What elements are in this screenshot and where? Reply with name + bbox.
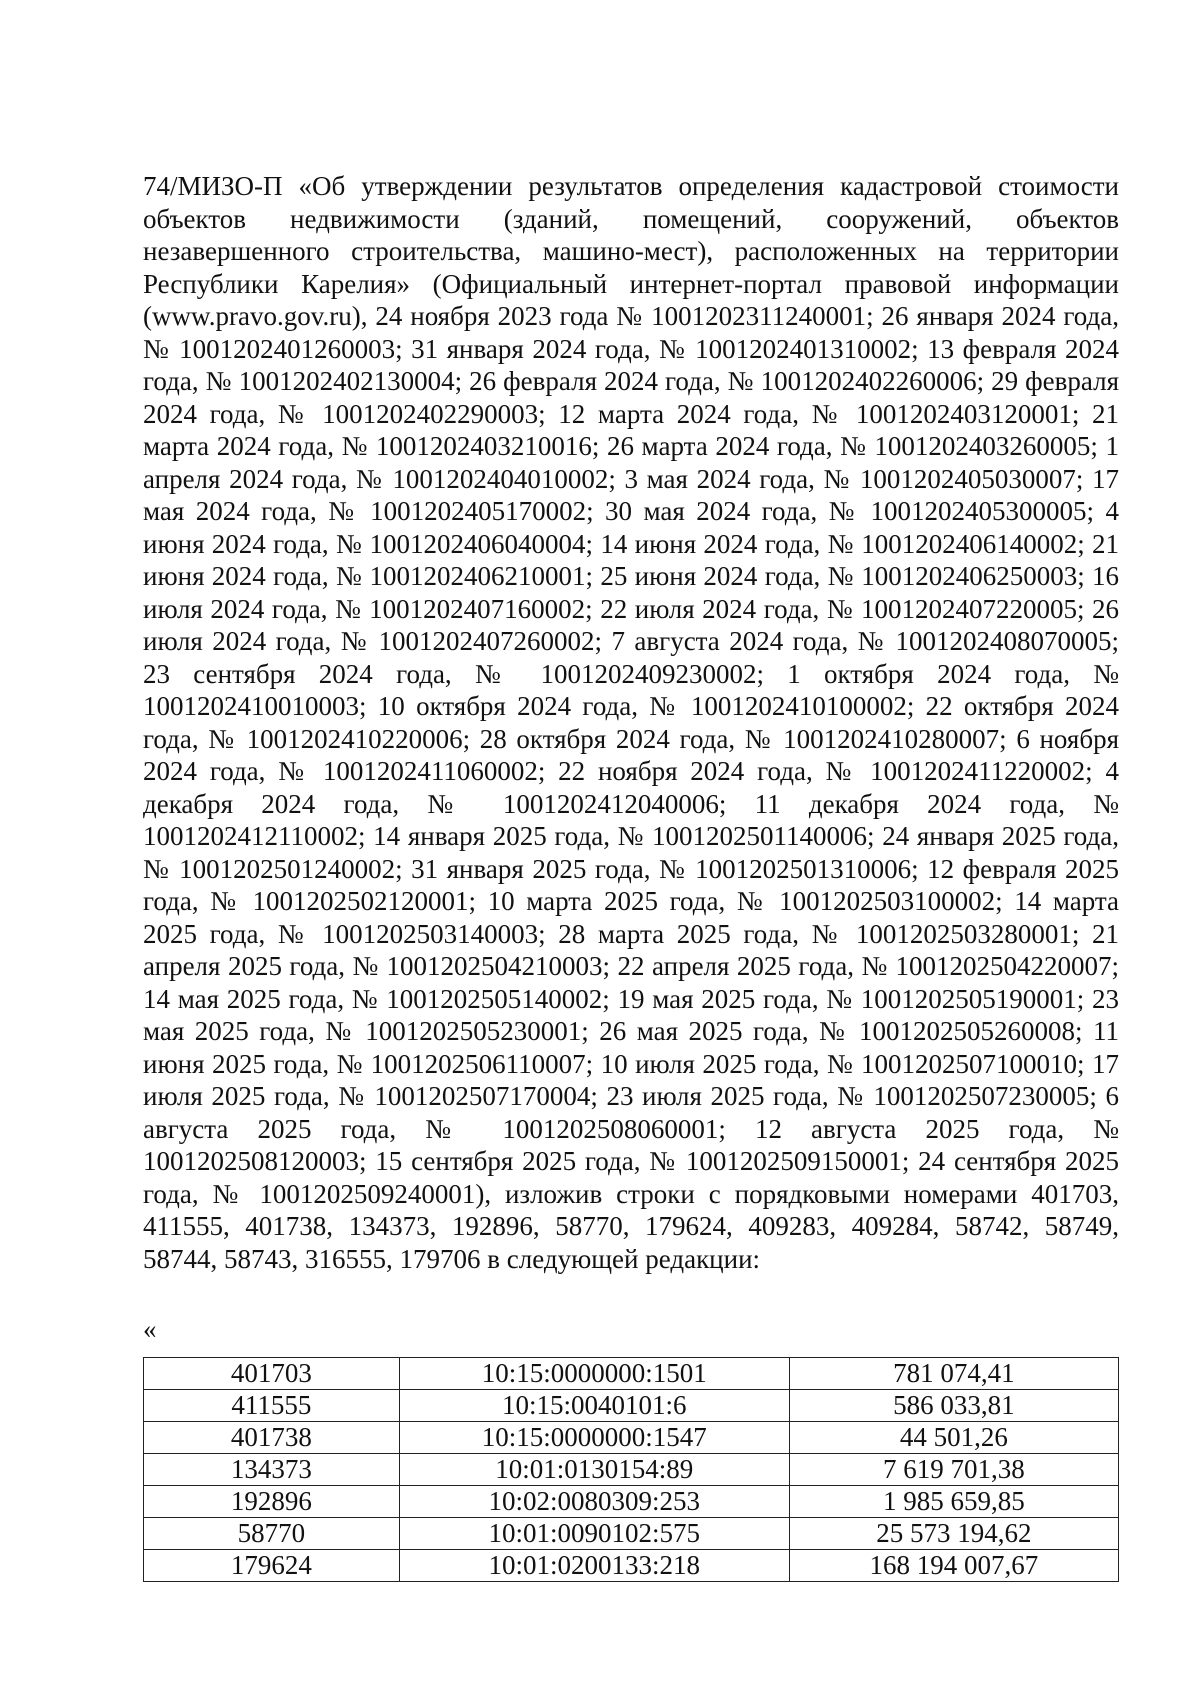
row-number-cell: 411555 (144, 1390, 400, 1422)
cadastral-number-cell: 10:01:0090102:575 (399, 1518, 789, 1550)
table-row (144, 1518, 1119, 1550)
row-number-cell: 179624 (144, 1550, 400, 1582)
row-number-cell: 401738 (144, 1422, 400, 1454)
cadastral-value-cell: 781 074,41 (789, 1358, 1118, 1390)
cadastral-number-cell: 10:02:0080309:253 (399, 1486, 789, 1518)
cadastral-value-table (143, 1357, 1119, 1582)
cadastral-number-cell: 10:01:0200133:218 (399, 1550, 789, 1582)
cadastral-value-cell: 168 194 007,67 (789, 1550, 1118, 1582)
cadastral-value-cell: 1 985 659,85 (789, 1486, 1118, 1518)
cadastral-number-cell: 10:01:0130154:89 (399, 1454, 789, 1486)
opening-quote-mark: « (143, 1314, 157, 1344)
row-number-cell: 401703 (144, 1358, 400, 1390)
row-number-cell: 134373 (144, 1454, 400, 1486)
table-row (144, 1550, 1119, 1582)
table-row (144, 1422, 1119, 1454)
body-paragraph: 74/МИЗО-П «Об утверждении результатов определения кадастровой стоимости объектов недвижимости (зданий, помещений, сооружений, объектов незавершенного строительства, машино-мест), расположенных на территории Республики Карелия» (Официальный интернет-портал правовой информации (www.pravo.gov.ru), 24 ноября 2023 года № 1001202311240001; 26 января 2024 года, № 1001202401260003; 31 января 2024 года, № 1001202401310002; 13 февраля 2024 года, № 1001202402130004; 26 февраля 2024 года, № 1001202402260006; 29 февраля 2024 года, № 1001202402290003; 12 марта 2024 года, № 1001202403120001; 21 марта 2024 года, № 1001202403210016; 26 марта 2024 года, № 1001202403260005; 1 апреля 2024 года, № 1001202404010002; 3 мая 2024 года, № 1001202405030007; 17 мая 2024 года, № 1001202405170002; 30 мая 2024 года, № 1001202405300005; 4 июня 2024 года, № 1001202406040004; 14 июня 2024 года, № 1001202406140002; 21 июня 2024 года, № 1001202406210001; 25 июня 2024 года, № 1001202406250003; 16 июля 2024 года, № 1001202407160002; 22 июля 2024 года, № 1001202407220005; 26 июля 2024 года, № 1001202407260002; 7 августа 2024 года, № 1001202408070005; 23 сентября 2024 года, № 1001202409230002; 1 октября 2024 года, № 1001202410010003; 10 октября 2024 года, № 1001202410100002; 22 октября 2024 года, № 1001202410220006; 28 октября 2024 года, № 1001202410280007; 6 ноября 2024 года, № 1001202411060002; 22 ноября 2024 года, № 1001202411220002; 4 декабря 2024 года, № 1001202412040006; 11 декабря 2024 года, № 1001202412110002; 14 января 2025 года, № 1001202501140006; 24 января 2025 года, № 1001202501240002; 31 января 2025 года, № 1001202501310006; 12 февраля 2025 года, № 1001202502120001; 10 марта 2025 года, № 1001202503100002; 14 марта 2025 года, № 1001202503140003; 28 марта 2025 года, № 1001202503280001; 21 апреля 2025 года, № 1001202504210003; 22 апреля 2025 года, № 1001202504220007; 14 мая 2025 года, № 1001202505140002; 19 мая 2025 года, № 1001202505190001; 23 мая 2025 года, № 1001202505230001; 26 мая 2025 года, № 1001202505260008; 11 июня 2025 года, № 1001202506110007; 10 июля 2025 года, № 1001202507100010; 17 июля 2025 года, № 1001202507170004; 23 июля 2025 года, № 1001202507230005; 6 августа 2025 года, № 1001202508060001; 12 августа 2025 года, № 1001202508120003; 15 сентября 2025 года, № 1001202509150001; 24 сентября 2025 года, № 1001202509240001), изложив строки с порядковыми номерами 401703, 411555, 401738, 134373, 192896, 58770, 179624, 409283, 409284, 58742, 58749, 58744, 58743, 316555, 179706 в следующей редакции: (143, 171, 1119, 1274)
cadastral-number-cell: 10:15:0040101:6 (399, 1390, 789, 1422)
table-row (144, 1486, 1119, 1518)
row-number-cell: 58770 (144, 1518, 400, 1550)
cadastral-number-cell: 10:15:0000000:1501 (399, 1358, 789, 1390)
cadastral-value-cell: 44 501,26 (789, 1422, 1118, 1454)
cadastral-number-cell: 10:15:0000000:1547 (399, 1422, 789, 1454)
row-number-cell: 192896 (144, 1486, 400, 1518)
cadastral-value-cell: 25 573 194,62 (789, 1518, 1118, 1550)
cadastral-value-cell: 586 033,81 (789, 1390, 1118, 1422)
table-row (144, 1454, 1119, 1486)
table-row (144, 1358, 1119, 1390)
table-row (144, 1390, 1119, 1422)
cadastral-value-cell: 7 619 701,38 (789, 1454, 1118, 1486)
